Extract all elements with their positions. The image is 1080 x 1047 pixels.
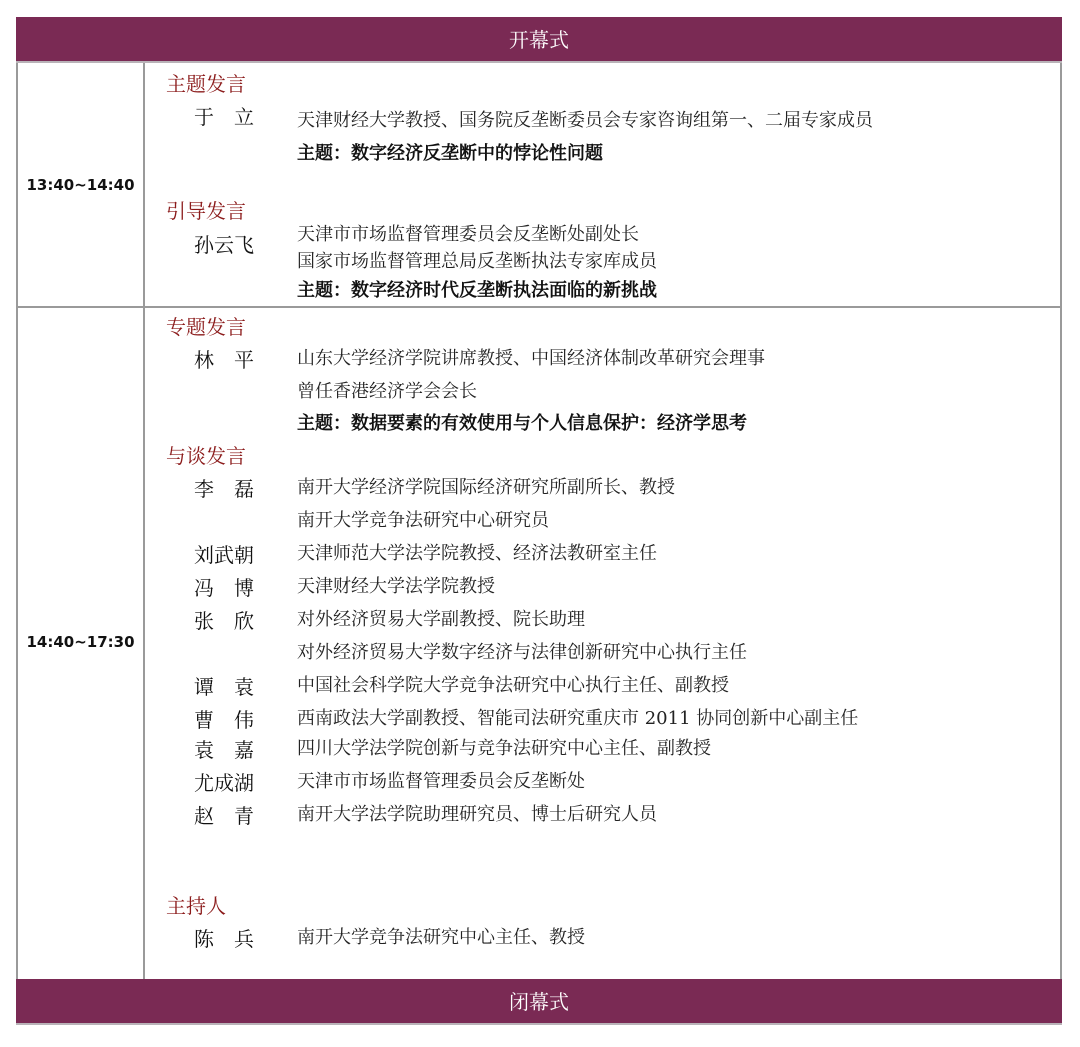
discussant-title: 对外经济贸易大学数字经济与法律创新研究中心执行主任 xyxy=(297,642,747,663)
discussant-name: 刘武朝 xyxy=(194,543,254,567)
host-name: 陈 兵 xyxy=(194,927,254,951)
discussant-name: 尤成湖 xyxy=(194,771,254,795)
guide-topic: 主题：数字经济时代反垄断执法面临的新挑战 xyxy=(297,280,657,301)
host-label: 主持人 xyxy=(166,894,226,918)
guide-label: 引导发言 xyxy=(166,199,246,223)
keynote-speaker-title: 天津财经大学教授、国务院反垄断委员会专家咨询组第一、二届专家成员 xyxy=(297,110,873,131)
discussant-title: 南开大学法学院助理研究员、博士后研究人员 xyxy=(297,804,657,825)
special-speaker-title-1: 山东大学经济学院讲席教授、中国经济体制改革研究会理事 xyxy=(297,348,765,369)
discussant-title: 西南政法大学副教授、智能司法研究重庆市 2011 协同创新中心副主任 xyxy=(297,708,859,729)
host-title: 南开大学竞争法研究中心主任、教授 xyxy=(297,927,585,948)
column-divider xyxy=(143,63,145,979)
keynote-topic: 主题：数字经济反垄断中的悖论性问题 xyxy=(297,143,603,164)
discussant-title: 天津市市场监督管理委员会反垄断处 xyxy=(297,771,585,792)
discussant-title: 对外经济贸易大学副教授、院长助理 xyxy=(297,609,585,630)
discussant-title: 南开大学竞争法研究中心研究员 xyxy=(297,510,549,531)
closing-ceremony-banner: 闭幕式 xyxy=(16,979,1062,1025)
guide-speaker-title-2: 国家市场监督管理总局反垄断执法专家库成员 xyxy=(297,251,657,272)
keynote-speaker-name: 于 立 xyxy=(194,105,254,129)
discussant-name: 袁 嘉 xyxy=(194,738,254,762)
special-topic: 主题：数据要素的有效使用与个人信息保护：经济学思考 xyxy=(297,413,747,434)
discussant-name: 谭 袁 xyxy=(194,675,254,699)
discussant-title: 四川大学法学院创新与竞争法研究中心主任、副教授 xyxy=(297,738,711,759)
special-speaker-title-2: 曾任香港经济学会会长 xyxy=(297,381,477,402)
opening-ceremony-banner: 开幕式 xyxy=(16,17,1062,63)
keynote-label: 主题发言 xyxy=(166,72,246,96)
special-speaker-name: 林 平 xyxy=(194,348,254,372)
row-divider xyxy=(18,306,1060,308)
discussant-name: 赵 青 xyxy=(194,804,254,828)
discussant-name: 李 磊 xyxy=(194,477,254,501)
discussant-name: 冯 博 xyxy=(194,576,254,600)
guide-speaker-title-1: 天津市市场监督管理委员会反垄断处副处长 xyxy=(297,224,639,245)
time-slot-1: 13:40~14:40 xyxy=(26,176,135,194)
guide-speaker-name: 孙云飞 xyxy=(194,233,254,257)
discussant-title: 天津师范大学法学院教授、经济法教研室主任 xyxy=(297,543,657,564)
discussant-title: 中国社会科学院大学竞争法研究中心执行主任、副教授 xyxy=(297,675,729,696)
discussant-title: 天津财经大学法学院教授 xyxy=(297,576,495,597)
discussant-name: 曹 伟 xyxy=(194,708,254,732)
discussion-label: 与谈发言 xyxy=(166,444,246,468)
discussant-name: 张 欣 xyxy=(194,609,254,633)
time-slot-2: 14:40~17:30 xyxy=(26,633,135,651)
special-label: 专题发言 xyxy=(166,315,246,339)
discussant-title: 南开大学经济学院国际经济研究所副所长、教授 xyxy=(297,477,675,498)
